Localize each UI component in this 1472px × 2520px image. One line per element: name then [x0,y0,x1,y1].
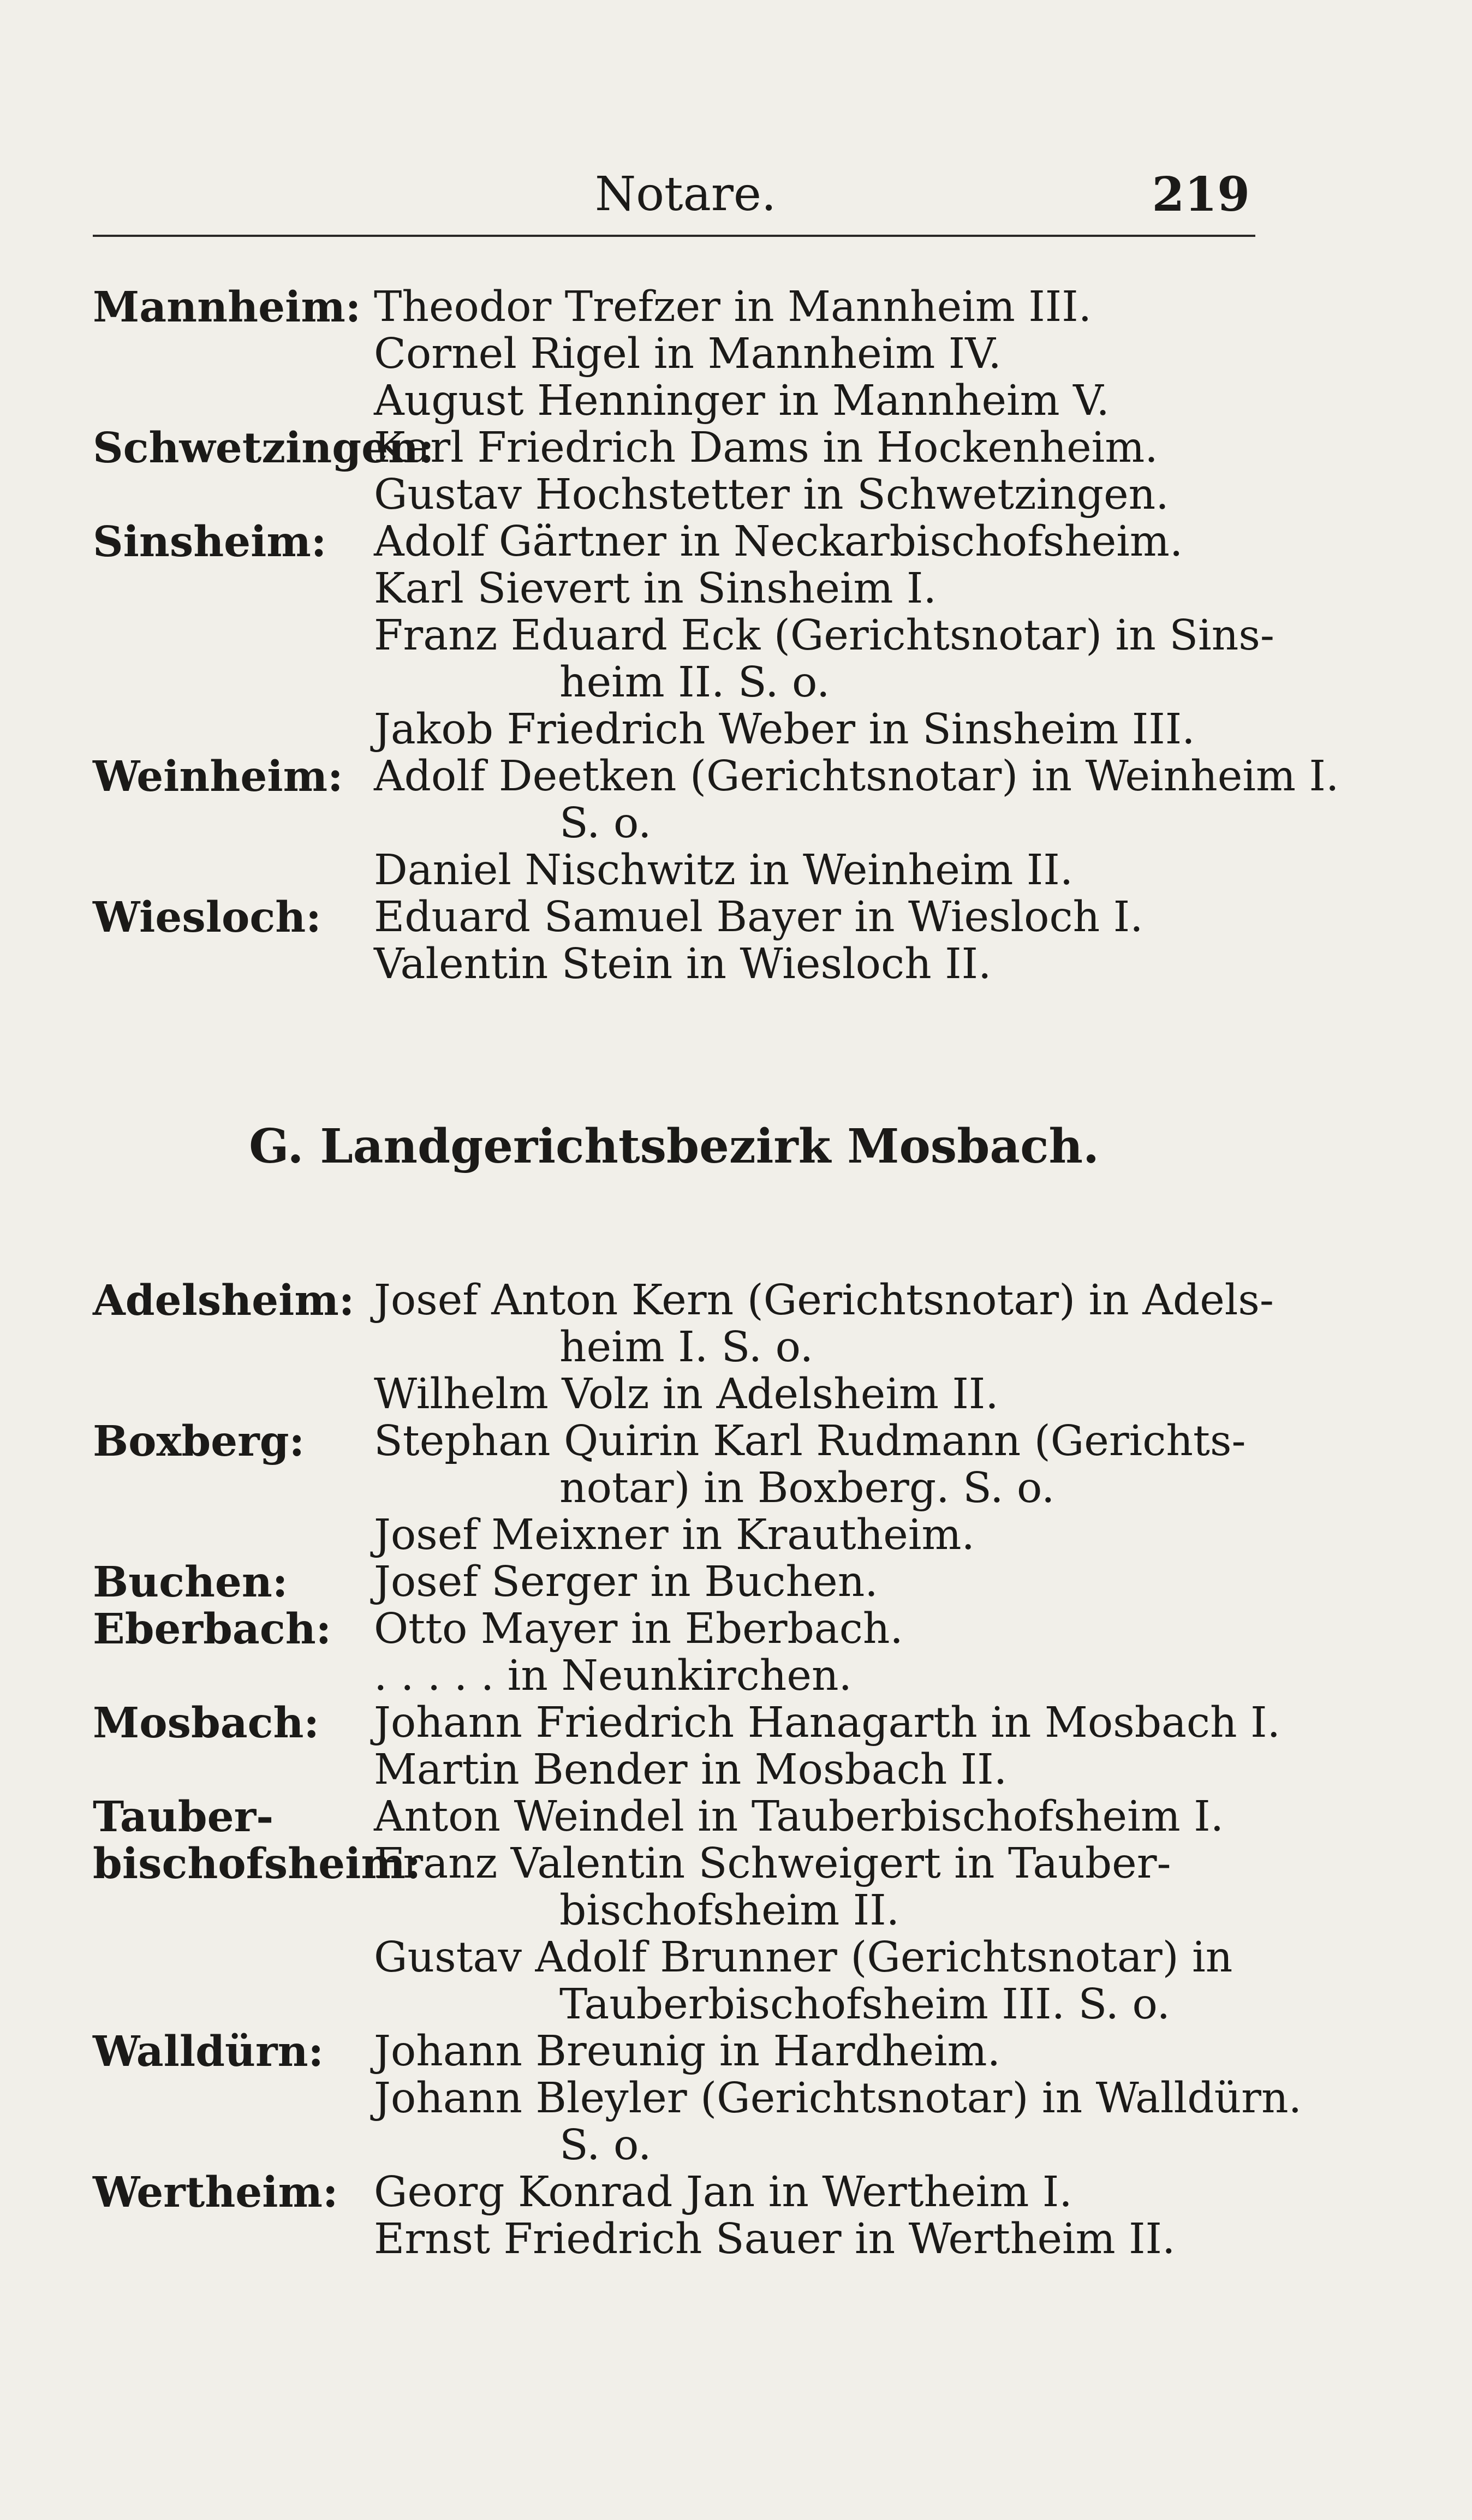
notary-entry [374,1653,1255,1700]
entry-line: Anton Weindel in Tauberbischofsheim I. [374,1792,1224,1841]
page-header [93,164,1255,237]
notary-row [93,1606,1255,1653]
notary-row [93,1699,1280,1748]
notary-entry [374,1418,1255,1512]
entry-line: Gustav Hochstetter in Schwetzingen. [374,470,1169,519]
notary-entry [374,284,1255,331]
notary-row [93,941,1255,988]
notary-row [93,1653,1255,1700]
notary-row [93,1747,1255,1794]
entry-line: . . . . . in Neunkirchen. [374,1652,853,1700]
notary-entry [374,378,1255,425]
notary-entry [374,472,1255,519]
page-number: 219 [1152,167,1250,222]
notary-entry [374,1934,1255,2028]
notary-row [93,2074,1302,2170]
entry-line: August Henninger in Mannheim V. [374,377,1110,425]
entry-line: Karl Friedrich Dams in Hockenheim. [374,424,1158,472]
district-name: Schwetzingen: [93,424,434,473]
notary-entry [374,1512,1255,1559]
notary-entry [374,1606,1255,1653]
entry-line: Ernst Friedrich Sauer in Wertheim II. [374,2215,1176,2263]
notary-entry [374,847,1255,894]
notary-row [93,1840,1255,1934]
notary-entry [374,2075,1302,2169]
notary-entry [374,2216,1255,2263]
notary-entry [374,1277,1274,1371]
entry-line: Franz Valentin Schweigert in Tauber- [374,1839,1171,1888]
entry-line: Daniel Nischwitz in Weinheim II. [374,846,1074,895]
notary-entry [374,565,1255,612]
notary-row [93,472,1255,519]
notary-row [93,1559,1255,1606]
district-name: Adelsheim: [93,1276,355,1325]
notary-row [93,847,1255,894]
entry-line: Valentin Stein in Wiesloch II. [374,940,992,988]
entry-line: Adolf Gärtner in Neckarbischofsheim. [374,517,1183,566]
entry-line: Johann Bleyler (Gerichtsnotar) in Walldürn. [374,2074,1302,2123]
entry-line: S. o. [559,2121,652,2170]
notary-row [93,1418,1255,1512]
notary-row [93,706,1255,753]
entry-line: Franz Eduard Eck (Gerichtsnotar) in Sins- [374,611,1274,660]
notary-entry [374,2028,1255,2075]
notary-row [93,894,1255,941]
district-name: Sinsheim: [93,517,327,567]
notary-entry [374,1747,1255,1794]
notary-entry [374,425,1255,472]
entry-line: Georg Konrad Jan in Wertheim I. [374,2168,1072,2217]
entry-line: Wilhelm Volz in Adelsheim II. [374,1370,999,1419]
notary-row [93,2028,1255,2075]
district-name: Buchen: [93,1558,288,1607]
entry-line: heim II. S. o. [559,658,830,707]
notary-row [93,1371,1255,1418]
entry-line: heim I. S. o. [559,1323,814,1372]
notary-row [93,331,1255,378]
district-name: Boxberg: [93,1417,305,1466]
entry-line: Josef Meixner in Krautheim. [374,1511,975,1559]
notary-row [93,1276,1274,1372]
entry-line: Martin Bender in Mosbach II. [374,1745,1008,1794]
district-list-mannheim [93,283,1339,988]
entry-line: Cornel Rigel in Mannheim IV. [374,330,1002,378]
notary-row [93,1794,1255,1840]
notary-entry [374,941,1255,988]
entry-line: Otto Mayer in Eberbach. [374,1605,903,1653]
notary-entry [374,519,1255,565]
entry-line: bischofsheim II. [559,1886,900,1935]
entry-line: Theodor Trefzer in Mannheim III. [374,283,1092,331]
district-name: Wiesloch: [93,893,321,942]
entry-line: Gustav Adolf Brunner (Gerichtsnotar) in [374,1933,1233,1982]
notary-entry [374,1371,1255,1418]
notary-entry [374,753,1339,847]
entry-line: Jakob Friedrich Weber in Sinsheim III. [374,705,1195,754]
entry-line: Eduard Samuel Bayer in Wiesloch I. [374,893,1143,942]
entry-line: Tauberbischofsheim III. S. o. [559,1980,1170,2029]
running-title: Notare. [595,167,777,222]
notary-entry [374,2169,1255,2216]
notary-row [93,565,1255,612]
notary-row [93,2169,1255,2216]
district-name: Mosbach: [93,1699,319,1748]
district-list-mosbach [93,1276,1302,2263]
notary-entry [374,1559,1255,1606]
notary-row [93,2216,1255,2263]
entry-line: Stephan Quirin Karl Rudmann (Gerichts- [374,1417,1246,1465]
notary-entry [374,1840,1255,1934]
entry-line: Johann Breunig in Hardheim. [374,2027,1001,2076]
notary-row [93,752,1339,848]
district-name: Wertheim: [93,2168,338,2217]
notary-entry [374,331,1255,378]
entry-line: Adolf Deetken (Gerichtsnotar) in Weinheim I. [374,752,1339,801]
notary-entry [374,894,1255,941]
district-name: Weinheim: [93,752,343,801]
notary-entry [374,1700,1280,1747]
entry-line: Josef Serger in Buchen. [374,1558,878,1606]
entry-line: Josef Anton Kern (Gerichtsnotar) in Adels- [374,1276,1274,1325]
notary-row [93,611,1274,707]
notary-entry [374,1794,1255,1840]
notary-row [93,425,1255,472]
notary-row [93,1512,1255,1559]
notary-row [93,519,1255,565]
notary-entry [374,706,1255,753]
notary-row [93,284,1255,331]
entry-line: Johann Friedrich Hanagarth in Mosbach I. [374,1699,1280,1747]
district-name: Tauber- [93,1792,274,1842]
district-name: Mannheim: [93,283,361,332]
district-name: bischofsheim: [93,1839,421,1888]
notary-row [93,378,1255,425]
entry-line: S. o. [559,799,652,848]
district-name: Walldürn: [93,2027,324,2076]
district-name: Eberbach: [93,1605,332,1654]
notary-row [93,1934,1255,2028]
section-heading: G. Landgerichtsbezirk Mosbach. [249,1119,1099,1174]
entry-line: notar) in Boxberg. S. o. [559,1464,1055,1512]
notary-entry [374,612,1274,706]
entry-line: Karl Sievert in Sinsheim I. [374,564,937,613]
